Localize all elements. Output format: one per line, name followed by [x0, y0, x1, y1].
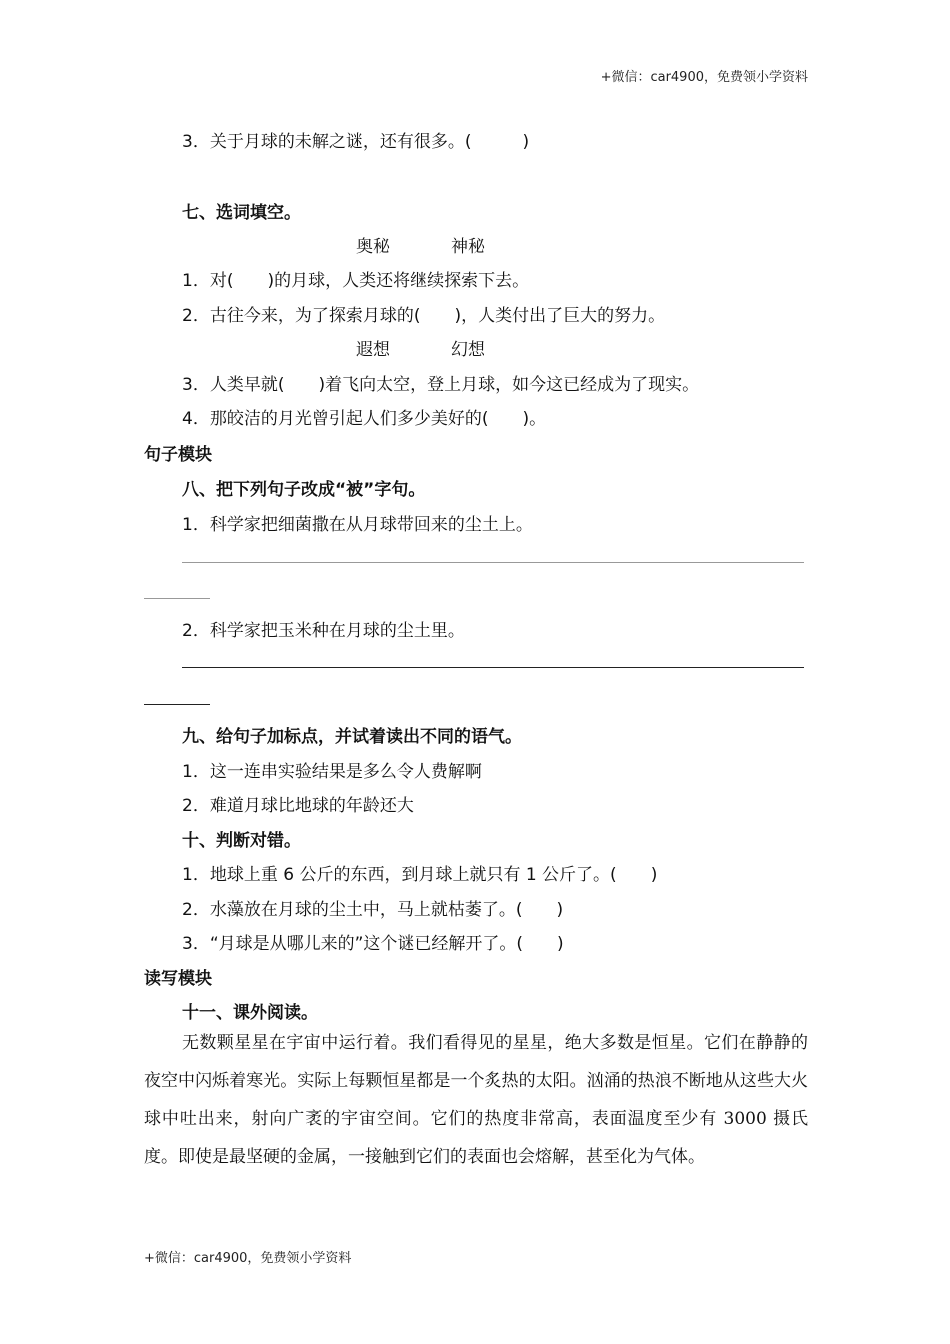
word-option: 奥秘 — [356, 237, 390, 257]
question-7-4: 4．那皎洁的月光曾引起人们多少美好的( )。 — [182, 409, 547, 429]
question-7-3: 3．人类早就( )着飞向太空，登上月球，如今这已经成为了现实。 — [182, 375, 700, 395]
module-heading-reading: 读写模块 — [144, 969, 212, 989]
question-10-2: 2．水藻放在月球的尘土中，马上就枯萎了。( ) — [182, 900, 564, 920]
reading-passage: 无数颗星星在宇宙中运行着。我们看得见的星星，绝大多数是恒星。它们在静静的夜空中闪烁着寒光。实际上每颗恒星都是一个炙热的太阳。汹涌的热浪不断地从这些大火球中吐出来，射向广袤的宇宙空间。它们的热度非常高，表面温度至少有 3000 摄氏度。即使是最坚硬的金属，一接触到它们的表面也会熔解，甚至化为气体。 — [144, 1033, 808, 1167]
word-option: 幻想 — [451, 340, 485, 360]
section-9-title: 九、给句子加标点，并试着读出不同的语气。 — [182, 727, 522, 747]
module-heading-sentence: 句子模块 — [144, 445, 212, 465]
question-8-1: 1．科学家把细菌撒在从月球带回来的尘土上。 — [182, 515, 533, 535]
question-10-3: 3．“月球是从哪儿来的”这个谜已经解开了。( ) — [182, 934, 564, 954]
section-8-title: 八、把下列句子改成“被”字句。 — [182, 480, 426, 500]
question-7-2: 2．古往今来，为了探索月球的( )，人类付出了巨大的努力。 — [182, 306, 666, 326]
word-option: 神秘 — [451, 237, 485, 257]
word-option: 遐想 — [356, 340, 390, 360]
question-8-2: 2．科学家把玉米种在月球的尘土里。 — [182, 621, 465, 641]
section-10-title: 十、判断对错。 — [182, 831, 301, 851]
answer-line[interactable] — [144, 598, 210, 599]
answer-line[interactable] — [182, 667, 804, 668]
question-9-2: 2．难道月球比地球的年龄还大 — [182, 796, 414, 816]
question-9-1: 1．这一连串实验结果是多么令人费解啊 — [182, 762, 482, 782]
answer-line[interactable] — [182, 562, 804, 563]
question-7-1: 1．对( )的月球，人类还将继续探索下去。 — [182, 271, 530, 291]
watermark-bottom: +微信：car4900，免费领小学资料 — [144, 1251, 352, 1266]
section-11-title: 十一、课外阅读。 — [182, 1003, 318, 1023]
answer-line[interactable] — [144, 704, 210, 705]
section-7-title: 七、选词填空。 — [182, 203, 301, 223]
watermark-top: +微信：car4900，免费领小学资料 — [600, 70, 808, 85]
question-10-1: 1．地球上重 6 公斤的东西，到月球上就只有 1 公斤了。( ) — [182, 865, 658, 885]
question-6-3: 3．关于月球的未解之谜，还有很多。( ) — [182, 132, 530, 152]
